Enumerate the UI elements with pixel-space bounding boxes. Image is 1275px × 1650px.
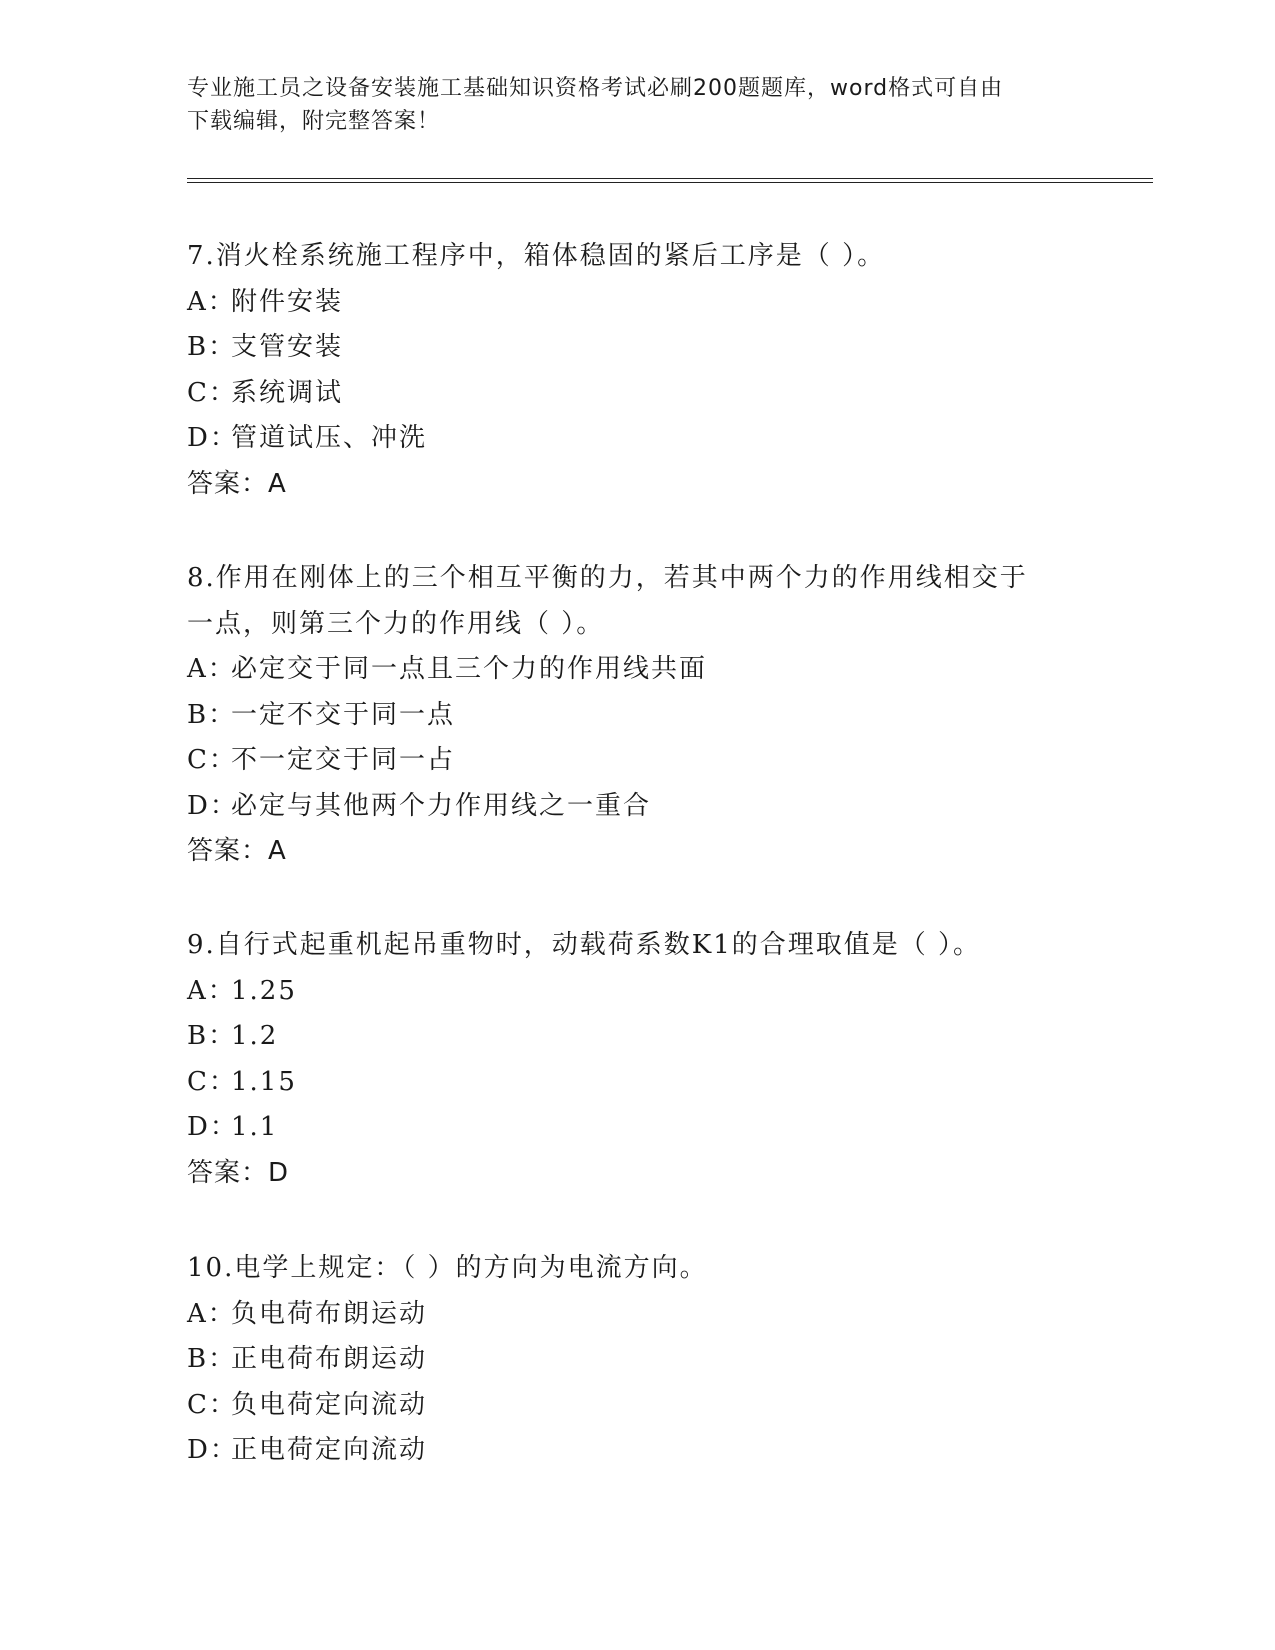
question-9 — [187, 923, 1087, 1196]
option-b — [187, 325, 1087, 371]
option-text: 必定交于同一点且三个力的作用线共面 — [231, 654, 708, 684]
answer-line: 答案：A — [187, 836, 287, 866]
header-line-1: 专业施工员之设备安装施工基础知识资格考试必刷200题题库，word格式可自由 — [187, 76, 1004, 101]
option-b — [187, 1014, 1087, 1060]
option-text: 负电荷布朗运动 — [231, 1298, 428, 1329]
option-b — [187, 1337, 1087, 1383]
option-text: 附件安装 — [231, 286, 344, 317]
option-c — [187, 1383, 1087, 1429]
option-key: A： — [187, 1298, 236, 1329]
header-line-2: 下载编辑，附完整答案！ — [187, 109, 441, 134]
option-d — [187, 784, 1087, 830]
option-key: D： — [187, 790, 238, 821]
option-b — [187, 693, 1087, 739]
option-key: C： — [187, 745, 237, 775]
answer-line: 答案：A — [187, 468, 287, 499]
option-a — [187, 1292, 1087, 1338]
answer-line: 答案：D — [187, 1157, 290, 1188]
option-d — [187, 1428, 1087, 1474]
option-key: D： — [187, 1112, 238, 1142]
option-c — [187, 1060, 1087, 1106]
option-text: 系统调试 — [231, 377, 344, 408]
option-text: 1.25 — [231, 975, 297, 1006]
option-key: B： — [187, 332, 237, 362]
option-text: 负电荷定向流动 — [231, 1389, 428, 1420]
option-text: 必定与其他两个力作用线之一重合 — [231, 790, 652, 821]
option-d — [187, 1105, 1087, 1151]
question-10 — [187, 1246, 1087, 1474]
question-stem-continued: 一点，则第三个力的作用线（ ）。 — [187, 608, 605, 639]
option-c — [187, 738, 1087, 784]
option-c — [187, 371, 1087, 417]
option-key: B： — [187, 1344, 237, 1374]
option-key: A： — [187, 654, 236, 684]
question-stem: 7.消火栓系统施工程序中，箱体稳固的紧后工序是（ ）。 — [187, 241, 886, 271]
option-d — [187, 416, 1087, 462]
option-text: 1.15 — [231, 1066, 297, 1097]
option-a — [187, 280, 1087, 326]
option-key: B： — [187, 1021, 237, 1051]
option-text: 正电荷布朗运动 — [231, 1344, 428, 1374]
question-8 — [187, 556, 1087, 875]
option-key: D： — [187, 423, 238, 453]
header-divider-bottom — [187, 182, 1153, 183]
option-key: C： — [187, 1066, 237, 1097]
option-text: 管道试压、冲洗 — [231, 423, 428, 453]
question-stem: 10.电学上规定：（ ）的方向为电流方向。 — [187, 1253, 708, 1283]
question-7 — [187, 234, 1087, 507]
option-key: C： — [187, 377, 237, 408]
option-a — [187, 647, 1087, 693]
option-key: A： — [187, 975, 236, 1006]
option-text: 一定不交于同一点 — [231, 699, 456, 730]
question-stem: 8.作用在刚体上的三个相互平衡的力，若其中两个力的作用线相交于 — [187, 563, 1028, 593]
option-text: 支管安装 — [231, 332, 344, 362]
option-text: 正电荷定向流动 — [231, 1435, 428, 1465]
option-key: C： — [187, 1389, 237, 1420]
option-a — [187, 969, 1087, 1015]
option-key: D： — [187, 1435, 238, 1465]
option-text: 不一定交于同一占 — [231, 745, 456, 775]
question-stem: 9.自行式起重机起吊重物时，动载荷系数K1的合理取值是（ ）。 — [187, 930, 982, 960]
option-text: 1.1 — [231, 1112, 279, 1142]
option-key: A： — [187, 286, 236, 317]
header-divider-top — [187, 178, 1153, 179]
option-key: B： — [187, 699, 237, 730]
document-header — [187, 72, 1067, 138]
option-text: 1.2 — [231, 1021, 279, 1051]
